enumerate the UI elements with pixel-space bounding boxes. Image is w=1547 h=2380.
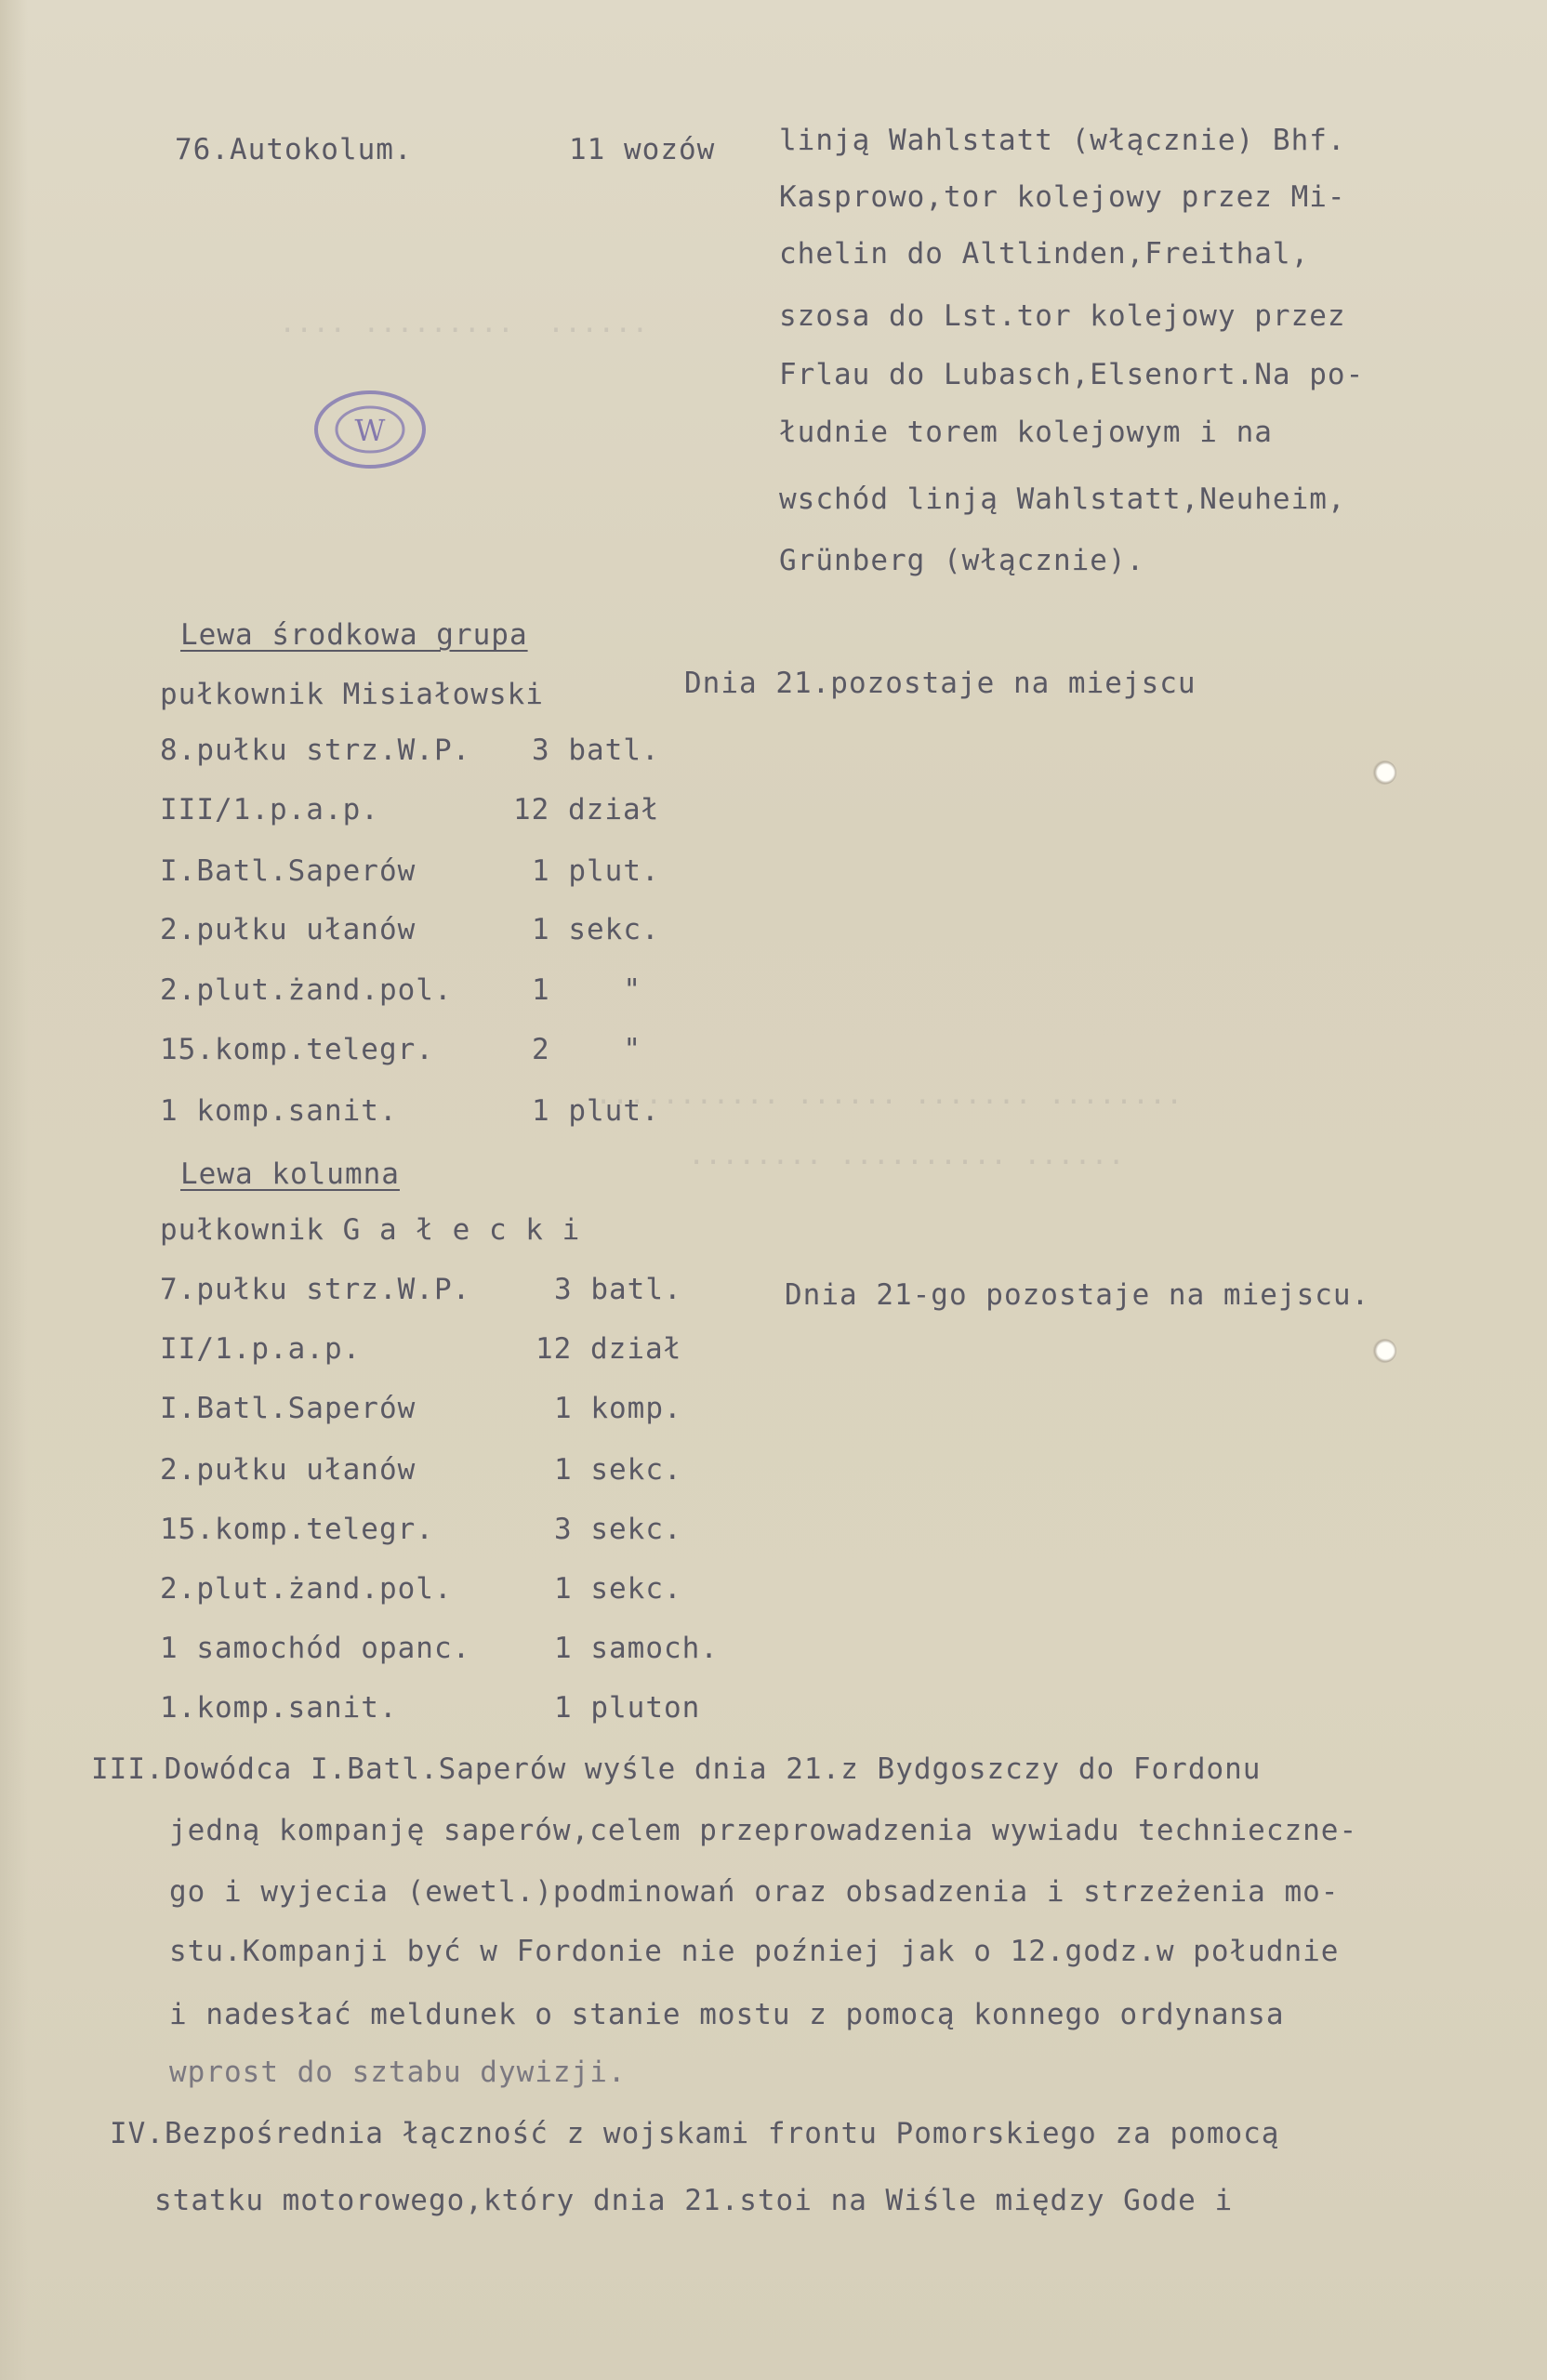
unit-name: 7.pułku strz.W.P. [160, 1273, 471, 1306]
unit-qty: 1 " [532, 973, 641, 1007]
route-line: wschód linją Wahlstatt,Neuheim, [779, 483, 1346, 516]
unit-name: 1 samochód opanc. [160, 1632, 471, 1665]
stamp-letter: W [354, 413, 386, 448]
day-order: Dnia 21-go pozostaje na miejscu. [785, 1278, 1370, 1312]
autocolumn-label: 76.Autokolum. [175, 133, 413, 166]
unit-name: 2.pułku ułanów [160, 1453, 416, 1487]
unit-name: 1 komp.sanit. [160, 1094, 398, 1128]
bleed-through-text: ...... .......... ........ [688, 1139, 1125, 1171]
paragraph-line: wprost do sztabu dywizji. [169, 2056, 627, 2089]
commander-name: pułkownik Misiałowski [160, 678, 544, 711]
paragraph-line: IV.Bezpośrednia łączność z wojskami frontu Pomorskiego za pomocą [110, 2117, 1280, 2150]
route-line: łudnie torem kolejowym i na [779, 416, 1273, 449]
paragraph-line: III.Dowódca I.Batl.Saperów wyśle dnia 21.z Bydgoszczy do Fordonu [91, 1752, 1262, 1786]
unit-qty: 1 sekc. [554, 1572, 682, 1606]
bleed-through-text: ........ ....... ...... ........... [595, 1078, 1183, 1111]
unit-qty: 3 batl. [554, 1273, 682, 1306]
unit-qty: 1 komp. [554, 1392, 682, 1425]
route-line: Grünberg (włącznie). [779, 544, 1145, 577]
unit-qty: 12 dział [513, 793, 660, 826]
unit-qty: 12 dział [536, 1332, 682, 1366]
unit-name: II/1.p.a.p. [160, 1332, 362, 1366]
unit-name: 2.plut.żand.pol. [160, 1572, 453, 1606]
route-line: chelin do Altlinden,Freithal, [779, 237, 1310, 271]
unit-qty: 3 sekc. [554, 1513, 682, 1546]
day-order: Dnia 21.pozostaje na miejscu [684, 667, 1197, 700]
route-line: szosa do Lst.tor kolejowy przez [779, 299, 1346, 333]
unit-qty: 1 plut. [532, 854, 660, 888]
unit-qty: 1 samoch. [554, 1632, 719, 1665]
unit-qty: 1 sekc. [554, 1453, 682, 1487]
paragraph-line: go i wyjecia (ewetl.)podminowań oraz obsadzenia i strzeżenia mo- [169, 1875, 1340, 1909]
section-heading: Lewa kolumna [180, 1157, 400, 1191]
punch-hole [1372, 1339, 1396, 1363]
unit-name: 1.komp.sanit. [160, 1691, 398, 1725]
archive-stamp [312, 389, 428, 470]
paragraph-line: stu.Kompanji być w Fordonie nie poźniej jak o 12.godz.w południe [169, 1935, 1340, 1968]
unit-name: 2.pułku ułanów [160, 913, 416, 946]
unit-name: 15.komp.telegr. [160, 1033, 434, 1066]
unit-qty: 3 batl. [532, 734, 660, 767]
unit-name: 8.pułku strz.W.P. [160, 734, 471, 767]
unit-name: I.Batl.Saperów [160, 854, 416, 888]
route-line: linją Wahlstatt (włącznie) Bhf. [779, 124, 1346, 157]
unit-qty: 2 " [532, 1033, 641, 1066]
unit-name: I.Batl.Saperów [160, 1392, 416, 1425]
unit-name: 15.komp.telegr. [160, 1513, 434, 1546]
unit-name: III/1.p.a.p. [160, 793, 379, 826]
unit-qty: 1 sekc. [532, 913, 660, 946]
autocolumn-count: 11 wozów [569, 133, 716, 166]
paragraph-line: jedną kompanję saperów,celem przeprowadzenia wywiadu technieczne- [169, 1814, 1358, 1847]
section-heading: Lewa środkowa grupa [180, 618, 528, 652]
bleed-through-text: ...... ......... .... [279, 307, 649, 339]
unit-name: 2.plut.żand.pol. [160, 973, 453, 1007]
route-line: Kasprowo,tor kolejowy przez Mi- [779, 180, 1346, 214]
paragraph-line: i nadesłać meldunek o stanie mostu z pomocą konnego ordynansa [169, 1998, 1285, 2031]
unit-qty: 1 plut. [532, 1094, 660, 1128]
paragraph-line: statku motorowego,który dnia 21.stoi na Wiśle między Gode i [154, 2184, 1234, 2217]
unit-qty: 1 pluton [554, 1691, 701, 1725]
commander-name: pułkownik G a ł e c k i [160, 1213, 581, 1247]
route-line: Frlau do Lubasch,Elsenort.Na po- [779, 358, 1365, 391]
page-edge-shadow [0, 0, 28, 2380]
punch-hole [1372, 760, 1396, 785]
